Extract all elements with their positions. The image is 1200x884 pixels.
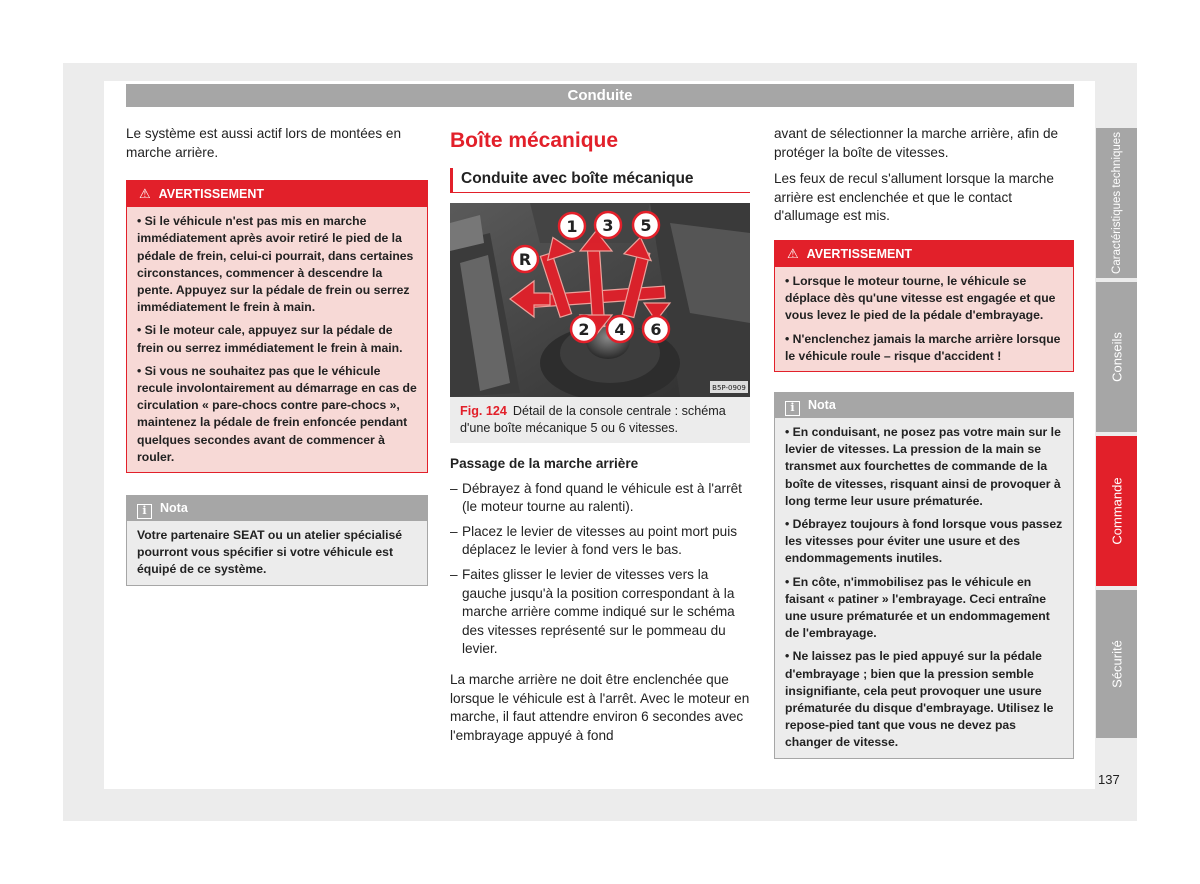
gear-label-1: 1 [566, 217, 578, 236]
warning-body [775, 267, 1073, 371]
intro-text: Le système est aussi actif lors de montées en marche arrière. [126, 126, 402, 160]
page-number: 137 [1098, 772, 1120, 787]
subsection-title: Conduite avec boîte mécanique [450, 168, 750, 193]
warning-triangle-icon: ⚠ [139, 186, 151, 202]
note-body [775, 418, 1073, 758]
note-body [127, 521, 427, 585]
procedure-steps [450, 480, 750, 659]
gear-label-3: 3 [602, 216, 614, 235]
body-paragraph: La marche arrière ne doit être enclenchée que lorsque le véhicule est à l'arrêt. Avec le moteur en marche, il faut attendre environ 6 secondes avec l'embrayage appuyé à fond [450, 671, 750, 743]
warning-header [127, 181, 427, 207]
info-icon: i [785, 401, 800, 416]
section-title: Boîte mécanique [450, 129, 619, 152]
tab-conseils[interactable]: Conseils [1096, 282, 1137, 432]
note-box [126, 495, 428, 586]
warning-item: • N'enclenchez jamais la marche arrière lorsque le véhicule roule – risque d'accident ! [785, 331, 1061, 363]
tab-securite[interactable]: Sécurité [1096, 590, 1137, 738]
gearbox-figure [450, 203, 750, 397]
warning-body [127, 207, 427, 472]
gearbox-illustration [450, 203, 750, 397]
warning-header [775, 241, 1073, 267]
note-title: Nota [808, 397, 836, 412]
figure-caption-text: Détail de la console centrale : schéma d'une boîte mécanique 5 ou 6 vitesses. [460, 404, 726, 435]
column-1 [126, 125, 428, 586]
note-item: • En conduisant, ne posez pas votre main sur le levier de vitesses. La pression de la main se transmet aux fourchettes de commande de la boîte de vitesses, risquant ainsi de provoquer à long terme leur usure prématurée. [785, 424, 1061, 508]
warning-box [774, 240, 1074, 372]
note-header [127, 496, 427, 521]
procedure-step: – Débrayez à fond quand le véhicule est à l'arrêt (le moteur tourne au ralenti). [450, 480, 742, 515]
body-paragraph: Les feux de recul s'allument lorsque la marche arrière est enclenchée et que le contact d'allumage est mis. [774, 171, 1054, 224]
figure-caption [450, 397, 750, 443]
tab-commande[interactable]: Commande [1096, 436, 1137, 586]
gear-label-r: R [518, 250, 532, 269]
procedure-step: – Faites glisser le levier de vitesses vers la gauche jusqu'à la position correspondant à la marche arrière comme indiqué sur le schéma des vitesses représenté sur le pommeau du levier. [450, 566, 735, 657]
figure-code: B5P-0909 [712, 384, 746, 392]
note-item: • Ne laissez pas le pied appuyé sur la pédale d'embrayage ; bien que la pression semble insignifiante, cela peut provoquer une usure prématurée du disque d'embrayage. Utilisez le repose-pied tant que vous ne devez pas changer de vitesse. [785, 649, 1054, 750]
body-paragraph: avant de sélectionner la marche arrière, afin de protéger la boîte de vitesses. [774, 126, 1059, 160]
warning-triangle-icon: ⚠ [787, 245, 799, 261]
warning-item: • Lorsque le moteur tourne, le véhicule se déplace dès qu'une vitesse est engagée et que vous levez le pied de la pédale d'embrayage. [785, 273, 1056, 323]
warning-box [126, 180, 428, 473]
gear-label-6: 6 [650, 320, 662, 339]
procedure-step: – Placez le levier de vitesses au point mort puis déplacez le levier à fond vers le bas. [450, 523, 738, 558]
warning-item: • Si vous ne souhaitez pas que le véhicule recule involontairement au démarrage en cas de circulation « pare-chocs contre pare-chocs », maintenez la pédale de frein enfoncée pendant quelques secondes avant de commencer à rouler. [137, 363, 417, 464]
chapter-header: Conduite [126, 84, 1074, 107]
note-box [774, 392, 1074, 759]
figure-number: Fig. 124 [460, 404, 507, 418]
gear-label-2: 2 [578, 320, 590, 339]
gear-label-5: 5 [640, 216, 652, 235]
note-item: • Débrayez toujours à fond lorsque vous passez les vitesses pour éviter une usure et des endommagements inutiles. [785, 517, 1063, 566]
note-title: Nota [160, 501, 188, 516]
gear-label-4: 4 [614, 320, 626, 339]
warning-item: • Si le véhicule n'est pas mis en marche immédiatement après avoir retiré le pied de la pédale de frein, celui-ci pourrait, dans certaines circonstances, commencer à descendre la pente. Appuyez sur la pédale de frein ou serrez immédiatement le frein à main. [137, 214, 414, 315]
warning-title: AVERTISSEMENT [158, 187, 264, 202]
tab-caracteristiques-techniques[interactable]: Caractéristiques techniques [1096, 128, 1137, 278]
warning-title: AVERTISSEMENT [806, 246, 912, 261]
note-item: • En côte, n'immobilisez pas le véhicule en faisant « patiner » l'embrayage. Ceci entraîne une usure prématurée et un endommagement de l'embrayage. [785, 574, 1050, 641]
procedure-title: Passage de la marche arrière [450, 456, 639, 471]
note-header [775, 393, 1073, 418]
note-text: Votre partenaire SEAT ou un atelier spécialisé pourront vous spécifier si votre véhicule est équipé de ce système. [137, 528, 403, 577]
info-icon: i [137, 504, 152, 519]
column-3 [774, 125, 1074, 759]
warning-item: • Si le moteur cale, appuyez sur la pédale de frein ou serrez immédiatement le frein à main. [137, 323, 403, 355]
column-2 [450, 125, 750, 745]
